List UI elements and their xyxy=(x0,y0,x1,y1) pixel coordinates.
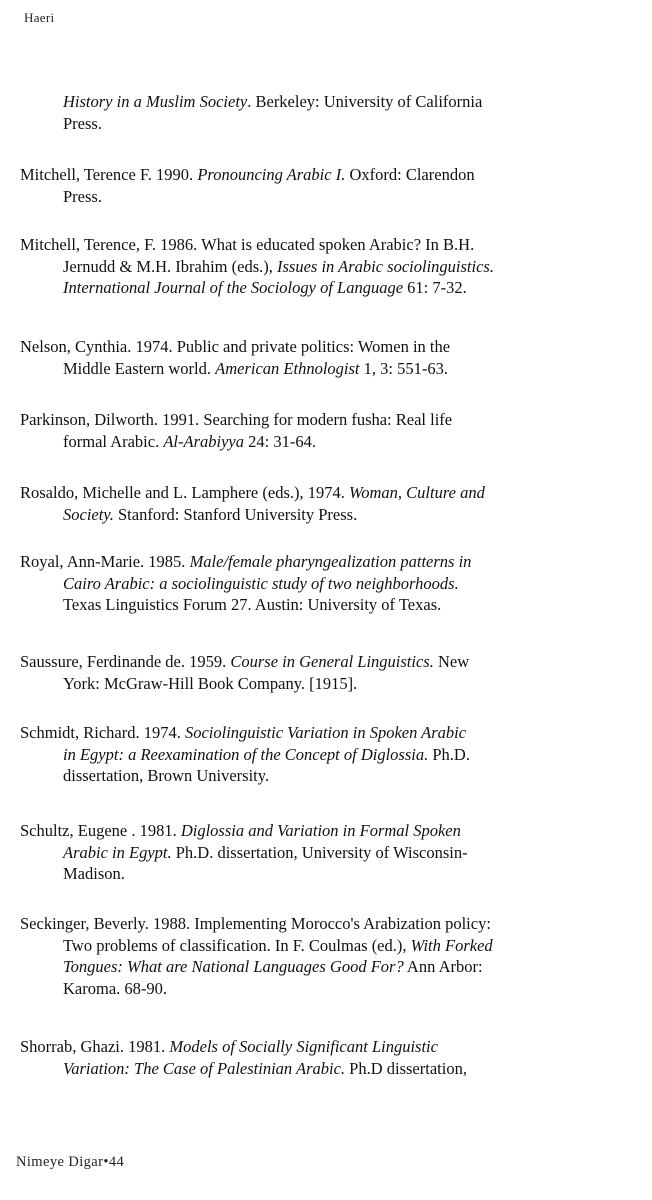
entry-text: Ph.D. dissertation, University of Wisconsin- xyxy=(171,842,468,862)
entry-text: Oxford: Clarendon xyxy=(345,165,475,184)
entry-text: Two problems of classification. In F. Coulmas (ed.), xyxy=(63,935,411,955)
entry-line xyxy=(20,722,640,744)
entry-line xyxy=(20,956,640,978)
bibliography-entry xyxy=(20,551,640,616)
entry-text: Ph.D dissertation, xyxy=(345,1058,467,1078)
entry-line xyxy=(20,358,640,380)
entry-text: 1, 3: 551-63. xyxy=(359,358,448,378)
entry-line xyxy=(20,409,640,431)
entry-text: 61: 7-32. xyxy=(403,278,467,297)
entry-line xyxy=(20,551,640,573)
entry-line xyxy=(20,256,640,278)
entry-text: Course in General Linguistics. xyxy=(230,652,434,671)
entry-line xyxy=(20,978,640,1000)
entry-text: dissertation, Brown University. xyxy=(63,766,270,785)
entry-text: Ph.D. xyxy=(428,744,470,764)
entry-text: Jernudd & M.H. Ibrahim (eds.), xyxy=(63,256,278,276)
entry-text: With Forked xyxy=(410,935,493,955)
entry-text: Male/female pharyngealization patterns in xyxy=(189,552,472,571)
bibliography-entry xyxy=(20,482,640,525)
entry-text: Press. xyxy=(63,113,102,133)
entry-text: Shorrab, Ghazi. 1981. xyxy=(20,1037,170,1056)
bibliography-entry xyxy=(20,336,640,379)
bibliography-entry xyxy=(20,234,640,299)
entry-line xyxy=(20,164,640,186)
entry-text: Seckinger, Beverly. 1988. Implementing Morocco's Arabization policy: xyxy=(20,914,491,933)
entry-text: Mitchell, Terence F. 1990. xyxy=(20,165,198,184)
bibliography-entry xyxy=(20,651,640,694)
entry-line xyxy=(20,594,640,616)
entry-line xyxy=(20,482,640,504)
entry-line xyxy=(20,842,640,864)
entry-text: Press. xyxy=(63,186,102,206)
entry-text: Variation: The Case of Palestinian Arabic. xyxy=(63,1058,346,1078)
entry-line xyxy=(20,935,640,957)
bibliography-entry xyxy=(20,913,640,999)
entry-text: Diglossia and Variation in Formal Spoken xyxy=(180,821,461,840)
entry-text: Stanford: Stanford University Press. xyxy=(113,504,358,524)
entry-text: Mitchell, Terence, F. 1986. What is educated spoken Arabic? In B.H. xyxy=(20,235,475,254)
entry-text: Nelson, Cynthia. 1974. Public and private politics: Women in the xyxy=(20,337,451,356)
entry-line xyxy=(20,744,640,766)
entry-text: Al-Arabiyya xyxy=(163,431,244,451)
entry-text: Saussure, Ferdinande de. 1959. xyxy=(20,652,231,671)
entry-line xyxy=(20,863,640,885)
entry-text: Woman, Culture and xyxy=(349,483,485,502)
entry-line xyxy=(20,277,640,299)
entry-line xyxy=(20,651,640,673)
entry-text: Cairo Arabic: a sociolinguistic study of two neighborhoods. xyxy=(63,573,459,593)
entry-text: American Ethnologist xyxy=(215,358,360,378)
entry-text: History in a Muslim Society xyxy=(63,92,248,111)
entry-text: Schmidt, Richard. 1974. xyxy=(20,723,185,742)
entry-text: formal Arabic. xyxy=(63,431,164,451)
entry-line xyxy=(20,673,640,695)
entry-text: Texas Linguistics Forum 27. Austin: University of Texas. xyxy=(63,595,442,614)
entry-line xyxy=(20,186,640,208)
entry-text: Parkinson, Dilworth. 1991. Searching for modern fusha: Real life xyxy=(20,410,453,429)
bibliography-entry xyxy=(20,820,640,885)
entry-text: Arabic in Egypt. xyxy=(63,842,172,862)
entry-text: Models of Socially Significant Linguistic xyxy=(169,1037,438,1056)
bibliography-entry xyxy=(20,1036,640,1079)
bibliography-entry-continued xyxy=(20,91,640,134)
entry-text: International Journal of the Sociology of Language xyxy=(63,278,404,297)
entry-line xyxy=(20,765,640,787)
entry-text: Rosaldo, Michelle and L. Lamphere (eds.), 1974. xyxy=(20,483,349,502)
bibliography-entry xyxy=(20,164,640,207)
entry-line xyxy=(20,336,640,358)
entry-line xyxy=(20,573,640,595)
entry-text: New xyxy=(433,652,470,671)
entry-line xyxy=(20,234,640,256)
entry-line xyxy=(20,91,640,113)
entry-text: . Berkeley: University of California xyxy=(247,92,483,111)
entry-text: Madison. xyxy=(63,864,125,883)
entry-text: Society. xyxy=(63,504,114,524)
running-head: Haeri xyxy=(24,10,55,25)
entry-text: in Egypt: a Reexamination of the Concept of Diglossia. xyxy=(63,744,429,764)
entry-text: Pronouncing Arabic I. xyxy=(197,165,346,184)
entry-text: Sociolinguistic Variation in Spoken Arabic xyxy=(184,723,467,742)
entry-line xyxy=(20,1058,640,1080)
bibliography-entry xyxy=(20,409,640,452)
entry-line xyxy=(20,431,640,453)
entry-line xyxy=(20,820,640,842)
entry-line xyxy=(20,113,640,135)
entry-text: Schultz, Eugene . 1981. xyxy=(20,821,181,840)
entry-text: Middle Eastern world. xyxy=(63,358,216,378)
entry-text: Karoma. 68-90. xyxy=(63,978,168,998)
bibliography-entry xyxy=(20,722,640,787)
entry-text: York: McGraw-Hill Book Company. [1915]. xyxy=(63,673,358,693)
page-footer: Nimeye Digar•44 xyxy=(16,1154,125,1170)
entry-text: 24: 31-64. xyxy=(243,431,316,451)
entry-text: Issues in Arabic sociolinguistics. xyxy=(277,256,494,276)
entry-line xyxy=(20,913,640,935)
entry-text: Ann Arbor: xyxy=(403,957,483,976)
entry-text: Tongues: What are National Languages Good For? xyxy=(63,957,404,976)
entry-text: Royal, Ann-Marie. 1985. xyxy=(20,552,190,571)
entry-line xyxy=(20,504,640,526)
entry-line xyxy=(20,1036,640,1058)
